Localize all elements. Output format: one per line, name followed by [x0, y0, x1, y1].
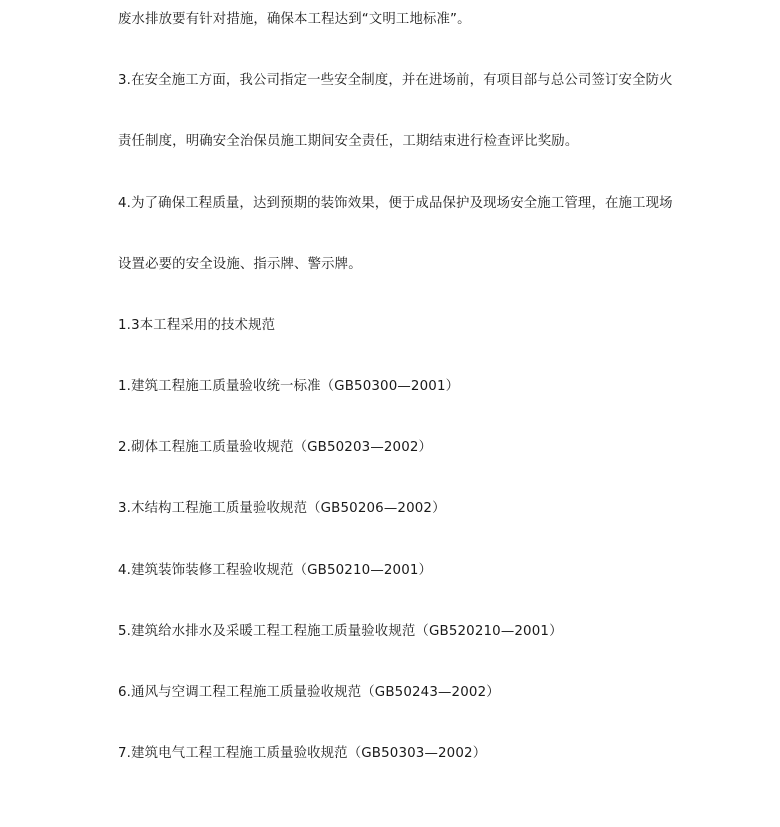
- spec-item-2: 2.砌体工程施工质量验收规范（GB50203—2002）: [118, 440, 433, 455]
- spec-item-7: 7.建筑电气工程工程施工质量验收规范（GB50303—2002）: [118, 746, 487, 761]
- paragraph-line-responsibility: 责任制度，明确安全治保员施工期间安全责任，工期结束进行检查评比奖励。: [118, 134, 579, 149]
- paragraph-line-quality: 4.为了确保工程质量，达到预期的装饰效果，便于成品保护及现场安全施工管理，在施工现场: [118, 196, 673, 211]
- spec-item-3: 3.木结构工程施工质量验收规范（GB50206—2002）: [118, 501, 446, 516]
- spec-item-4: 4.建筑装饰装修工程验收规范（GB50210—2001）: [118, 563, 433, 578]
- spec-item-1: 1.建筑工程施工质量验收统一标准（GB50300—2001）: [118, 379, 460, 394]
- spec-item-6: 6.通风与空调工程工程施工质量验收规范（GB50243—2002）: [118, 685, 500, 700]
- paragraph-line-signage: 设置必要的安全设施、指示牌、警示牌。: [118, 257, 362, 272]
- section-heading-tech-specs: 1.3本工程采用的技术规范: [118, 318, 276, 333]
- spec-item-5: 5.建筑给水排水及采暖工程工程施工质量验收规范（GB520210—2001）: [118, 624, 563, 639]
- paragraph-line-waste-water: 废水排放要有针对措施，确保本工程达到“文明工地标准”。: [118, 12, 471, 27]
- paragraph-line-safety-construction: 3.在安全施工方面，我公司指定一些安全制度，并在进场前，有项目部与总公司签订安全防火: [118, 73, 673, 88]
